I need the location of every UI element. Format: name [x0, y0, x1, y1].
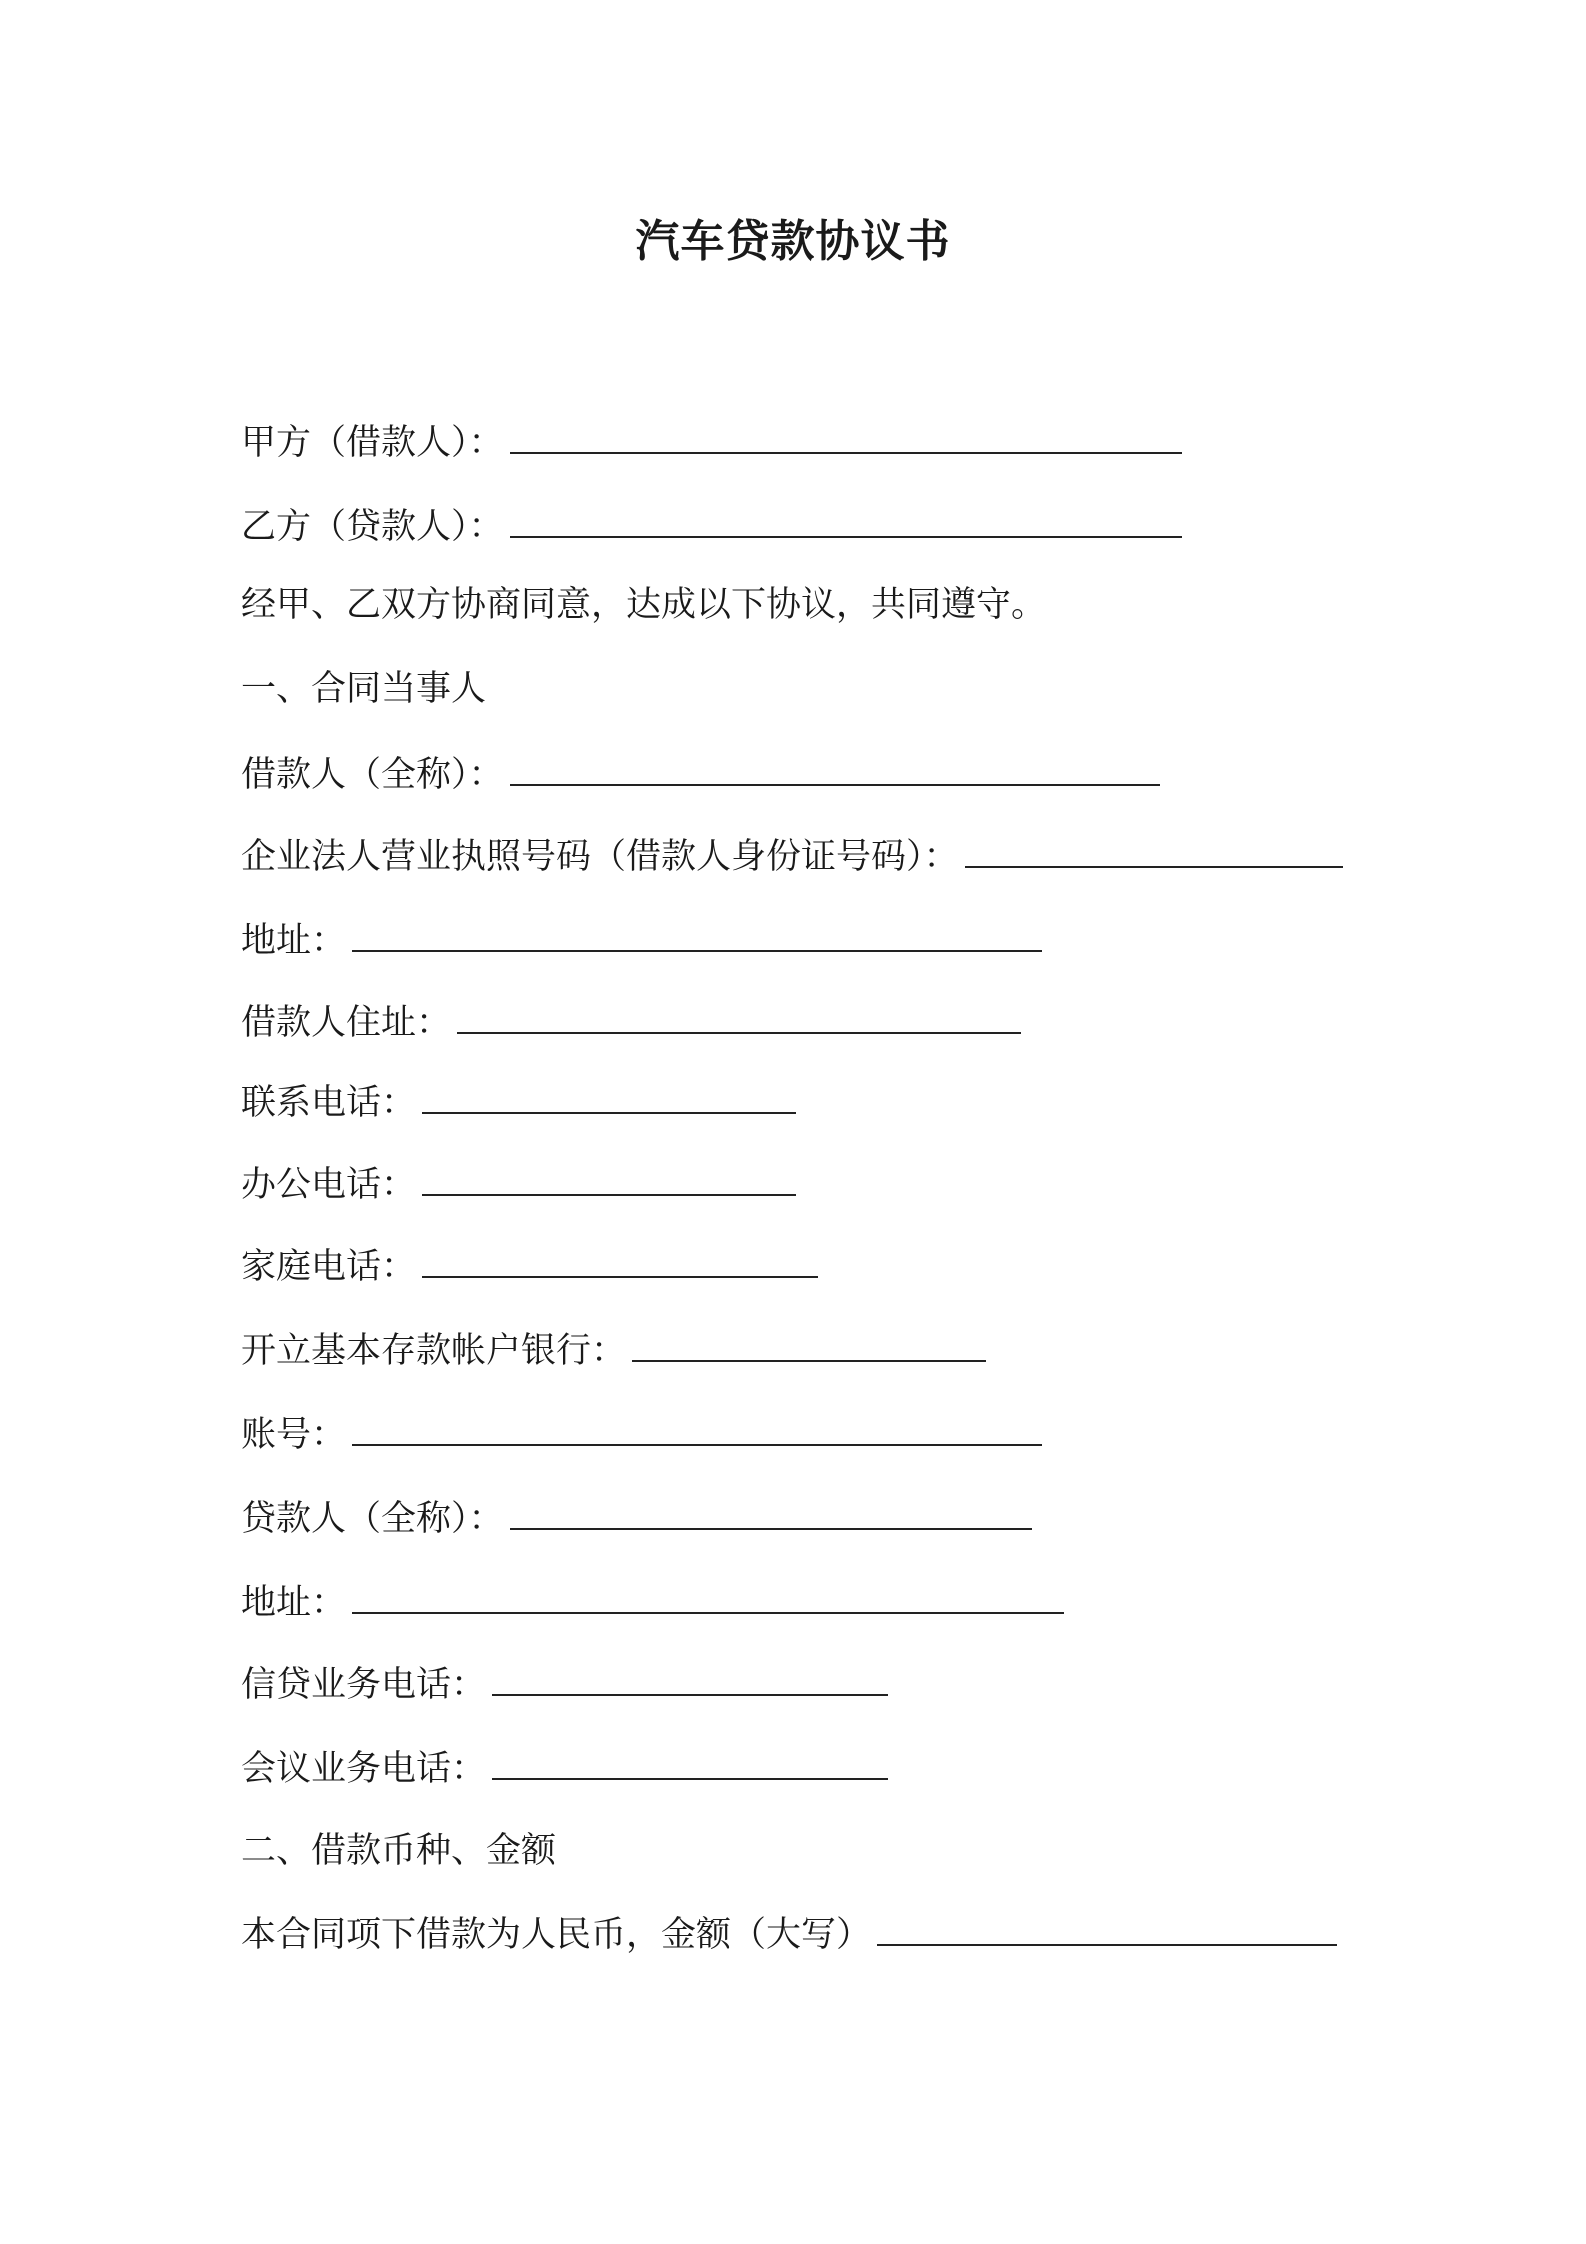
- license-id-line: [241, 832, 1343, 882]
- deposit-bank-blank[interactable]: [632, 1326, 986, 1362]
- credit-phone-label: 信贷业务电话：: [241, 1665, 487, 1705]
- lender-fullname-label: 贷款人（全称）：: [241, 1499, 504, 1539]
- account-number-line: [241, 1410, 1042, 1460]
- lender-address-blank[interactable]: [352, 1578, 1064, 1614]
- deposit-bank-line: [241, 1326, 986, 1376]
- borrower-fullname-label: 借款人（全称）：: [241, 755, 504, 795]
- section-heading-parties: [241, 664, 486, 714]
- lender-fullname-line: [241, 1494, 1032, 1544]
- document-title: 汽车贷款协议书: [635, 216, 951, 267]
- lender-address-label: 地址：: [241, 1583, 347, 1623]
- party-a-line: [241, 418, 1182, 468]
- loan-amount-label: 本合同项下借款为人民币，金额（大写）: [241, 1915, 872, 1955]
- agreement-statement-text: 经甲、乙双方协商同意，达成以下协议，共同遵守。: [241, 585, 1047, 625]
- borrower-residence-line: [241, 998, 1021, 1048]
- party-a-blank[interactable]: [510, 418, 1182, 454]
- contact-phone-blank[interactable]: [422, 1078, 796, 1114]
- address-label: 地址：: [241, 921, 347, 961]
- party-b-label: 乙方（贷款人）：: [241, 507, 504, 547]
- party-b-blank[interactable]: [510, 502, 1182, 538]
- borrower-residence-label: 借款人住址：: [241, 1003, 452, 1043]
- borrower-fullname-blank[interactable]: [510, 750, 1160, 786]
- loan-amount-line: [241, 1910, 1337, 1960]
- deposit-bank-label: 开立基本存款帐户银行：: [241, 1331, 627, 1371]
- loan-amount-blank[interactable]: [877, 1910, 1337, 1946]
- borrower-residence-blank[interactable]: [457, 998, 1021, 1034]
- office-phone-line: [241, 1160, 796, 1210]
- section-heading-currency-text: 二、借款币种、金额: [241, 1831, 557, 1871]
- address-line: [241, 916, 1042, 966]
- section-heading-currency: [241, 1826, 556, 1876]
- home-phone-label: 家庭电话：: [241, 1247, 417, 1287]
- office-phone-blank[interactable]: [422, 1160, 796, 1196]
- meeting-phone-label: 会议业务电话：: [241, 1749, 487, 1789]
- home-phone-blank[interactable]: [422, 1242, 818, 1278]
- meeting-phone-blank[interactable]: [492, 1744, 888, 1780]
- lender-address-line: [241, 1578, 1064, 1628]
- borrower-fullname-line: [241, 750, 1160, 800]
- license-id-blank[interactable]: [965, 832, 1343, 868]
- credit-phone-line: [241, 1660, 888, 1710]
- section-heading-parties-text: 一、合同当事人: [241, 669, 487, 709]
- party-b-line: [241, 502, 1182, 552]
- lender-fullname-blank[interactable]: [510, 1494, 1032, 1530]
- address-blank[interactable]: [352, 916, 1042, 952]
- contact-phone-line: [241, 1078, 796, 1128]
- credit-phone-blank[interactable]: [492, 1660, 888, 1696]
- agreement-statement: [241, 580, 1046, 630]
- meeting-phone-line: [241, 1744, 888, 1794]
- contact-phone-label: 联系电话：: [241, 1083, 417, 1123]
- license-id-label: 企业法人营业执照号码（借款人身份证号码）：: [241, 837, 959, 877]
- home-phone-line: [241, 1242, 818, 1292]
- account-number-blank[interactable]: [352, 1410, 1042, 1446]
- office-phone-label: 办公电话：: [241, 1165, 417, 1205]
- party-a-label: 甲方（借款人）：: [241, 423, 504, 463]
- account-number-label: 账号：: [241, 1415, 347, 1455]
